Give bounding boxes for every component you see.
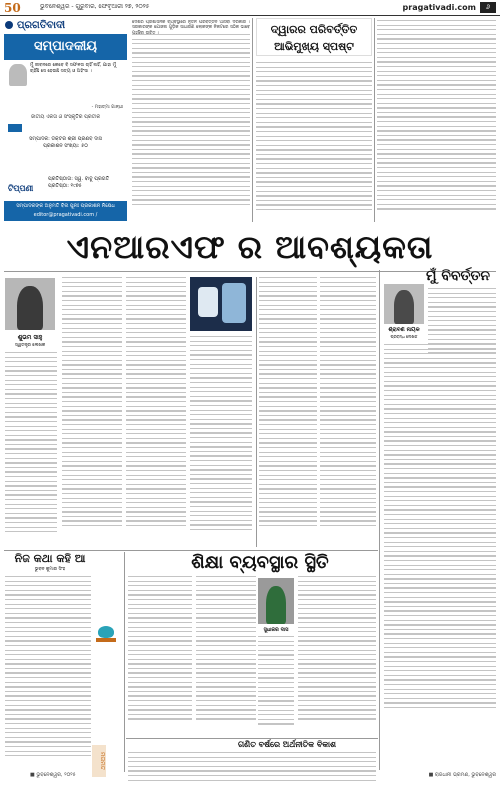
top-column-1-text: ଦେଶର ପ୍ରଶାସନିକ ବ୍ୟବସ୍ଥାରେ ନୂତନ ପରିବର୍ତ୍ତନ ଆସିବା ଦରକାର । ସରକାରଙ୍କ ଯୋଜନା ଗୁଡ଼ିକ ସାଧାରଣ ଲୋକଙ୍କ ନିକଟରେ ସଠିକ ଭାବେ [132, 20, 250, 31]
bottom-mid-col-1-lines [128, 576, 192, 736]
bottom-right-col-lines [128, 752, 376, 784]
founded-on: ପ୍ରତିଷ୍ଠା: ୧୯୭୫ [48, 183, 82, 189]
quote-text: ମୁଁ ଜୀବନରେ କେବେ ବି ସଫଳତା ଚାହିଁ ନାହିଁ, ଯାହା ମୁଁ ଚାହିଁଛି ସେ ହେଉଛି ସତ୍ୟ ଓ ଅହିଂସା । [30, 63, 117, 74]
header-date: ଭୁବନେଶ୍ୱର - ଗୁରୁବାର, ଫେବୃଆରୀ ୨୭, ୨୦୨୫ [40, 3, 150, 10]
column-divider [379, 270, 380, 770]
author-name: ଶୁଭମ ସାହୁ [17, 334, 43, 341]
bottom-mid-col-3-lines [258, 636, 294, 736]
main-headline: ଏନଆରଏଫ ର ଆବଶ୍ୟକତା [66, 228, 434, 266]
contact-line-1: ସମ୍ପାଦକଙ୍କ ଅନୁମତି ବିନା ପୁନଃ ପ୍ରକାଶନ ନିଷେଧ [16, 203, 115, 209]
founder-line: ପ୍ରତିଷ୍ଠାତା: ସ୍ୱ. ବାବୁ ପ୍ରଗତି [48, 176, 110, 182]
quote-author: - ମହାତ୍ମା ଗାନ୍ଧୀ [91, 105, 123, 110]
gandhi-portrait [9, 64, 27, 86]
section-title: ସମ୍ପାଦକୀୟ [4, 34, 127, 60]
bottom-left-author: ଭୁବନ କୁମାର ସିଂହ [34, 567, 66, 572]
author-photo [5, 278, 55, 330]
column-divider [374, 18, 375, 222]
right-end-note: ■ ରାଜଧାନୀ ଭ୍ରମଣ, ଭୁବନେଶ୍ୱର [428, 772, 496, 778]
right-col-body-lines [384, 344, 496, 744]
anniversary-logo: 50 [4, 1, 21, 15]
page-number: ୬ [480, 2, 496, 13]
page-header [0, 0, 500, 16]
top-mid-headline: ଦ୍ୱାରର ପରିବର୍ତ୍ତିତ ଆଭିମୁଖ୍ୟ ସ୍ପଷ୍ଟ [256, 18, 372, 56]
top-column-2-lines [256, 62, 372, 222]
bottom-mid-col-2-lines [196, 576, 256, 736]
bottom-mid-headline: ଶିକ୍ଷା ବ୍ୟବସ୍ଥାର ସ୍ଥିତି [191, 552, 329, 573]
bottom-mid-author-name: ସୁଧାକର ଦାସ [263, 627, 289, 633]
editor-block [8, 136, 123, 150]
bottom-left-end-note: ■ ଭୁବନେଶ୍ୱର, ୨୦୨୫ [30, 772, 76, 778]
brand-emblem-icon [5, 21, 13, 29]
editor-name: ସମ୍ପାଦକ: ଡକ୍ଟର ଶ୍ରୀ ପ୍ରଣବ ଦାସ [29, 136, 102, 142]
article-col-2-lines [126, 277, 186, 547]
issue-number: ପ୍ରକାଶନ ସଂଖ୍ୟା: ୫୦ [43, 143, 88, 149]
bottom-mid-col-4-lines [298, 576, 376, 736]
top-column-1-lines [132, 34, 250, 220]
right-author-photo [384, 284, 424, 324]
right-author-name: ଶ୍ରାବଣ ନାୟକ [388, 327, 420, 333]
left-column-lines [5, 352, 57, 547]
article-col-1-lines [62, 277, 122, 547]
flower-emblem-icon [92, 622, 120, 646]
tippani-label: ଟିପ୍ପଣୀ [8, 184, 34, 193]
article-col-5-lines [320, 277, 376, 547]
column-divider [252, 18, 253, 222]
contact-line-2[interactable]: editor@pragativadi.com / feature@pragativadi.com [33, 212, 98, 227]
brand-name: ପ୍ରଗତିବାଦୀ [17, 20, 66, 31]
column-divider [124, 552, 125, 772]
article-col-4-lines [259, 277, 317, 547]
bottom-left-col-lines [5, 576, 91, 772]
bottom-mid-author-photo [258, 578, 294, 624]
editorial-masthead [4, 18, 127, 227]
bottom-left-headline: ନିଜ କଥା କହି ଆ [14, 552, 86, 565]
article-col-3-lines [190, 336, 252, 547]
section-rule [126, 738, 378, 739]
article-photo [190, 277, 252, 331]
section-rule [4, 550, 378, 551]
founder-block [48, 176, 126, 190]
right-headline: ମୁଁ ବିବର୍ତ୍ତନ [425, 268, 491, 284]
contact-bar [4, 201, 127, 227]
column-divider [256, 277, 257, 547]
tagline: ଜାତୀୟ ଏକତା ଓ ସଂସ୍କୃତିର ପ୍ରତୀକ [30, 114, 101, 120]
header-site[interactable]: pragativadi.com [402, 3, 476, 12]
side-tag: ମତାମତ [92, 745, 106, 777]
bottom-right-headline: ଗଣିତ ବର୍ଷରେ ଅର୍ଥନୀତିକ ବିକାଶ [238, 740, 336, 749]
top-column-3-lines [377, 20, 496, 222]
ticket-icon [8, 124, 22, 132]
author-role: ସ୍ୱତନ୍ତ୍ର ଲେଖକ [14, 343, 46, 348]
right-author-role: ପ୍ରବନ୍ଧ ଲେଖକ [390, 334, 418, 339]
